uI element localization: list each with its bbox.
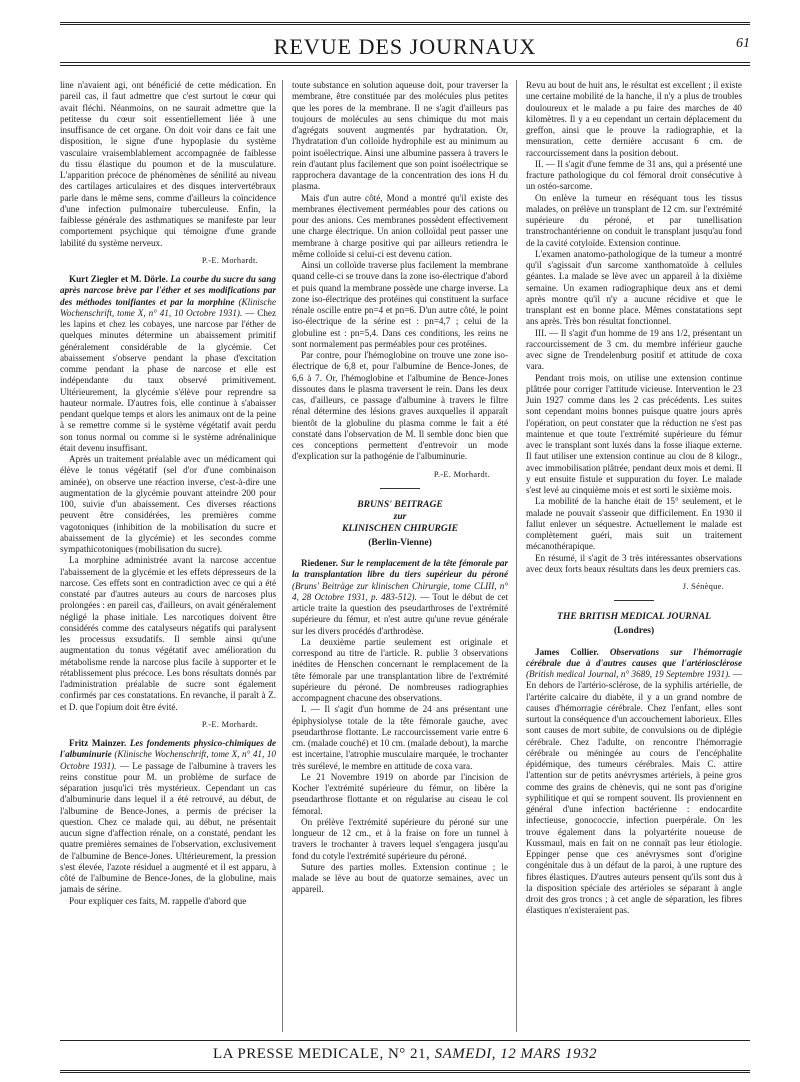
paragraph: — En dehors de l'artério-sclérose, de la syphilis artérielle, de l'artérite calcaire du diabète, il y a un grand nombre de causes d'hémorragie cérébrale. Chez l'enfant, elles sont surtout la conséquence d'un accouchement laborieux. Elles sont causes de mort subite, de convulsions ou de diplégie cérébrale. Chez l'adulte, on rencontre l'hémorragie cérébrale ou méningée au cours de l'encéphalite épidémique, des tumeurs cérébrales. Mais C. attire l'attention sur de petits anévrysmes artériels, à peine gros comme des grains de chènevis, qui ne sont pas d'origine syphilitique et qui se rompent souvent. Ils proviennent en général d'une infection bactérienne : endocardite infectieuse, gonococcie, infection puerpérale. On les trouve également dans la polyartérite noueuse de Kussmaul, mais en fait on ne connaît pas leur étiologie. Eppinger pense que ces anévrysmes sont d'origine congénitale dus à un défaut de la paroi, à une rupture des fibres élastiques. D'autres auteurs pensent qu'ils sont dus à la disposition spéciale des artérioles se séparant à angle droit des gros troncs ; à cet angle de séparation, les fibres élastiques n'existeraient pas. [526,669,742,916]
footer-bottom-rule [60,1070,750,1073]
paragraph: — Tout le début de cet article traite la question des pseudarthroses de l'extrémité supérieure du fémur, et n'est autre qu'une revue générale sur les divers procédés d'arthrodèse. [292,591,509,636]
article-reference: (Bruns' Beiträge zur klinischen Chirurgie, tome CLIII, n° 4, 28 Octobre 1931, p. 483-512). [292,580,508,602]
paragraph: Le 21 Novembre 1919 on aborde par l'incision de Kocher l'extrémité supérieure du fémur, on libère la pseudarthrose flottante et on régularise au ciseau le col fémoral. [292,771,508,816]
journal-heading: BRUNS' BEITRAGE [357,498,443,510]
paragraph: III. — Il s'agit d'un homme de 19 ans 1/2, présentant un raccourcissement de 3 cm. du membre inférieur gauche avec signe de Trendelenburg positif et attitude de coxa vara. [526,327,742,372]
article-reference: (Klinische Wochenschrift, tome X, n° 41, 10 Octobre 1931). [60,296,277,318]
journal-subheading: KLINISCHEN CHIRURGIE [342,522,458,534]
article-title: La courbe du sucre du sang après narcose brève par l'éther et ses modifications par des méthodes tonifiantes et par la morphine [60,274,276,307]
article-authors: Kurt Ziegler et M. Dörle. [69,274,168,284]
paragraph: — Chez les lapins et chez les cobayes, une narcose par l'éther de quelques minutes détermine un abaissement primitif généralement considérable de la glycémie. Cet abaissement s'observe pendant la phase d'excitation comme pendant la phase de narcose et elle est indépendante du taux observé primitivement. Ultérieurement, la glycémie s'élève pour reprendre sa hauteur normale. D'autres fois, elle continue à s'abaisser pendant quelque temps et alors les animaux ont de la peine à se remettre comme si le système végétatif avait perdu son tonus normal ou comme si le système adrénalinique était devenu insuffisant. [60,307,277,453]
article-title: Sur le remplacement de la tête fémorale par la transplantation libre du tiers supérieur du péroné [292,558,509,580]
article-title: Observations sur l'hémorragie cérébrale due à d'autres causes que l'artériosclérose [526,646,742,668]
header-bottom-rule-2 [60,65,750,66]
footer-day: SAMEDI, [434,1046,496,1062]
article-header [60,274,276,454]
author-signature: J. Sénèque. [682,582,724,591]
column-2 [292,80,508,896]
footer-top-rule [60,1040,750,1041]
paragraph: Après un traitement préalable avec un médicament qui élève le tonus végétatif (sel d'or d'une combinaison aminée), on observe une réaction inverse, c'est-à-dire une augmentation de la glycémie pouvant atteindre 200 pour 100, suivie d'un abaissement. Ces diverses réactions peuvent être considérées, les premières comme vagotoniques (inhibition de la mobilisation du sucre et abaissement de la glycémie) et les secondes comme sympathicotoniques (mobilisation du sucre). [60,454,276,554]
header-top-rule [60,22,750,25]
paragraph: On prélève l'extrémité supérieure du péroné sur une longueur de 12 cm., et à la fraise on fore un tunnel à travers le trochanter à travers lequel s'engagera jusqu'au fond du cotyle l'extrémité supérieure du péroné. [292,816,508,861]
journal-heading: THE BRITISH MEDICAL JOURNAL [557,611,711,623]
paragraph: Pendant trois mois, on utilise une extension continue plâtrée pour corriger l'attitude vicieuse. Intervention le 23 Juin 1927 comme dans les 2 cas précédents. Les suites sont cependant moins bonnes puisque quatre jours après l'opération, on peut constater que la réduction ne s'est pas maintenue et que toute l'extrémité supérieure du fémur avec le transplant sont luxés dans la fosse iliaque externe. Il faut utiliser une extension continue au clou de 8 kilogr., avec immobilisation plâtrée, pendant deux mois et demi. Il y eut ensuite fistule et suppuration du foyer. Le malade s'est levé au cinquième mois et est sorti le sixième mois. [526,372,742,495]
paragraph: I. — Il s'agit d'un homme de 24 ans présentant une épiphysiolyse totale de la tête fémorale gauche, avec pseudarthrose flottante. Le raccourcissement varie entre 6 cm. (malade couché) et 10 cm. (malade debout), la marche est incertaine, l'atrophie musculaire marquée, le trochanter très surélevé, le membre en attitude de coxa vara. [292,704,508,771]
paragraph: La deuxième partie seulement est originale et correspond au titre de l'article. R. publie 3 observations inédites de Henschen concernant le remplacement de la tête fémorale par une transplantation libre de l'extrémité supérieure du péroné. De nombreuses radiographies accompagnent chacune des observations. [292,636,508,703]
article-header [60,738,276,896]
paragraph: Par contre, pour l'hémoglobine on trouve une zone iso-électrique de 6,8 et, pour l'albumine de Bence-Jones, de 6,6 à 7. Or, l'hémoglobine et l'albumine de Bence-Jones dissoutes dans le plasma traversent le rein. Dans les deux cas, d'ailleurs, ce passage d'albumine à travers le filtre rénal détermine des lésions graves auxquelles il apparaît bientôt de la globuline du plasma comme le fait a été constaté dans l'observation de M. Il semble donc bien que ces conceptions permettent d'entrevoir un mode d'explication sur la pathogénie de l'albuminurie. [292,350,508,462]
article-authors: James Collier. [535,646,599,657]
article-header [292,558,508,637]
page-number: 61 [736,36,750,51]
article-authors: Fritz Mainzer. [69,738,127,748]
author-signature: P.-E. Morhardt. [433,469,490,479]
paragraph: — Le passage de l'albumine à travers les reins constitue pour M. un problème de surface de séparation jusqu'ici très mystérieux. Cependant un cas d'albuminurie dans lequel il a été retrouvé, au début, de l'albumine de Bence-Jones, a permis de préciser la question. Chez ce malade qui, au début, ne présentait aucun signe d'affection rénale, on a constaté, pendant les quatre premières semaines de l'observation, exclusivement de l'albumine de Bence-Jones. Ultérieurement, la pression s'est élevée, l'azote résiduel a augmenté et il est apparu, à côté de l'albumine de Bence-Jones, de la globuline, mais jamais de sérine. [60,760,277,895]
journal-location: (Londres) [613,625,655,637]
page-footer: LA PRESSE MEDICALE, N° 21, SAMEDI, 12 MARS 1932 [212,1046,598,1062]
column-3 [526,80,742,917]
footer-publication: LA PRESSE MEDICALE [212,1046,380,1062]
paragraph: L'examen anatomo-pathologique de la tumeur a montré qu'il s'agissait d'un sarcome xanthomatoïde à cellules géantes. La malade se lève avec un appareil à la dixième semaine. Un examen radiographique deux ans et demi après montre qu'il n'y a aucune récidive et que le transplant est en bonne place. Mêmes constatations sept ans après. Très bon résultat fonctionnel. [526,248,742,327]
paragraph: On enlève la tumeur en réséquant tous les tissus malades, on prélève un transplant de 12 cm. sur l'extrémité supérieure du péroné, et par tunellisation transtrochantérienne on conduit le transplant jusqu'au fond de la cavité cotyloïde. Extension continue. [526,192,742,248]
column-divider-2 [516,80,517,1032]
paragraph: Revu au bout de huit ans, le résultat est excellent ; il existe une certaine mobilité de la hanche, il n'y a plus de troubles douloureux et le malade a pu faire des marches de 40 kilomètres. Il y a eu cependant un certain déplacement du greffon, ainsi que le prouve la radiographie, et la mensuration, cette dernière accusant 6 cm. de raccourcissement dans la position debout. [526,80,742,158]
article-header [526,647,742,917]
journal-heading-zur: zur [393,510,407,522]
article-reference: (Klinische Wochenschrift, tome X, n° 41, 10 Octobre 1931). [60,749,276,771]
paragraph: Suture des parties molles. Extension continue ; le malade se lève au bout de quatorze semaines, avec un appareil. [292,861,508,895]
footer-date: 12 MARS 1932 [500,1046,598,1062]
article-reference: (British medical Journal, n° 3689, 19 Septembre 1931). [526,669,731,679]
paragraph: Ainsi un colloïde traverse plus facilement la membrane quand celle-ci se trouve dans la zone iso-électrique d'abord et puis quand la membrane possède une charge inverse. La zone iso-électrique des protéines qui constituent la surface rénale oscille entre pn=4 et pn=6. D'un autre côté, le point iso-électrique de la sérine est : pn=4,7 ; celui de la globuline est : pn=5,4. Dans ces conditions, les reins ne sont normalement pas perméables pour ces protéines. [292,260,508,349]
paragraph: La mobilité de la hanche était de 15° seulement, et le malade ne pouvait s'asseoir que difficilement. En 1930 il fallut enlever un séquestre. Actuellement le malade est complètement guéri, mais suit un traitement mécanothérapique. [526,496,742,552]
paragraph: line n'avaient agi, ont bénéficié de cette médication. En pareil cas, il faut admettre que c'est surtout le cœur qui avait fléchi. Néanmoins, on ne saurait admettre que la petitesse du cœur soit essentiellement liée à une insuffisance de cet organe. On doit voir dans ce fait une disposition, le signe d'une hypoplasie du système vasculaire vraisemblablement accompagnée de faiblesse du tissu élastique du poumon et de la musculature. L'apparition précoce de phénomènes de sénilité au niveau des cartilages articulaires et des disques intervertébraux parle dans le même sens, comme d'ailleurs la coïncidence d'une infection pulmonaire tuberculeuse. Enfin, la faiblesse générale des asthmatiques se manifeste par leur comportement psychique qui témoigne d'une grande labilité du système nerveux. [60,80,276,248]
footer-issue: N° 21, [387,1046,431,1062]
article-title: Les fondements physico-chimiques de l'albuminurie [60,738,276,760]
paragraph: toute substance en solution aqueuse doit, pour traverser la membrane, être constituée par des molécules plus petites que les pores de la membrane. Il ne s'agit d'ailleurs pas toujours de molécules au sens chimique du mot mais d'agrégats souvent augmentés par hydratation. Or, l'hydratation d'un colloïde hydrophile est au minimum au point isoélectrique. Ainsi une albumine passera à travers le rein d'autant plus facilement que son point isoélectrique se rapprochera davantage de la concentration des ions H du plasma. [292,80,508,192]
paragraph: II. — Il s'agit d'une femme de 31 ans, qui a présenté une fracture pathologique du col fémoral droit consécutive à un ostéo-sarcome. [526,158,742,192]
paragraph: La morphine administrée avant la narcose accentue l'abaissement de la glycémie et les effets dépresseurs de la narcose. Ces effets sont en contradiction avec ce qui a été constaté par d'autres auteurs au cours de narcoses plus prolongées : en pareil cas, d'ailleurs, on avait généralement négligé la phase initiale. Les narcotiques doivent être considérés comme des catalyseurs négatifs qui paralysent les processus exsudatifs. Il semble ainsi qu'une augmentation du tonus végétatif avec amélioration du métabolisme rende la narcose plus facile à supporter et le rétablissement plus précoce. Les bons résultats donnés par l'administration préalable de sucre sont également confirmés par ces constatations. En revanche, il paraît à Z. et D. que l'opium doit être évité. [60,555,276,712]
author-signature: P.-E. Morhardt. [201,719,258,729]
article-authors: Riedener. [301,558,338,568]
section-separator [380,488,420,489]
paragraph: Mais d'un autre côté, Mond a montré qu'il existe des membranes électivement perméables pour des cations ou pour des anions. Ces membranes possèdent effectivement une charge électrique. Un anion colloïdal peut passer une membrane à charge positive qui par ailleurs retiendra le même colloïde si celui-ci est devenu cation. [292,192,508,259]
header-bottom-rule [60,62,750,63]
column-divider-1 [282,80,283,1032]
paragraph: En résumé, il s'agit de 3 très intéressantes observations avec deux forts beaux résultats dans les deux premiers cas. [526,552,742,574]
author-signature: P.-E. Morhardt. [201,255,258,265]
paragraph: Pour expliquer ces faits, M. rappelle d'abord que [69,895,247,906]
column-1 [60,80,276,907]
section-separator [614,600,654,601]
journal-location: (Berlin-Vienne) [368,536,432,548]
journal-title: REVUE DES JOURNAUX [273,34,537,59]
